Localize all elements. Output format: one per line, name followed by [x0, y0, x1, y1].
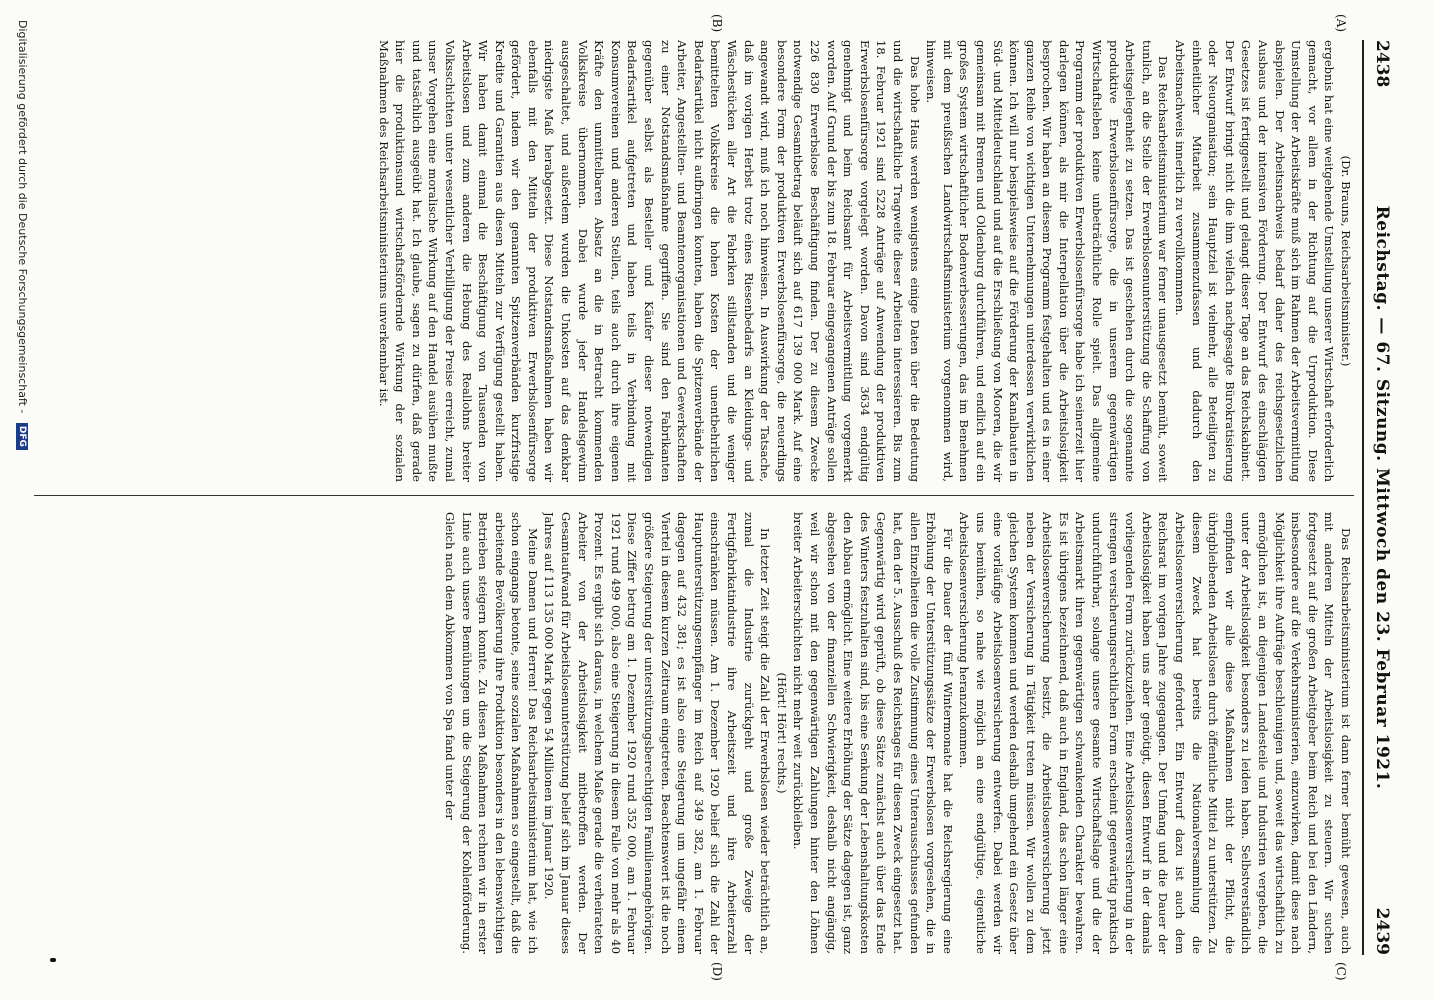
margin-marker-a: (A) — [1334, 14, 1348, 33]
margin-marker-b: (B) — [710, 14, 724, 33]
paragraph: Das Reichsarbeitsministerium war ferner unausgesetzt bemüht, soweit tunlich, an die Stelle der Erwerbslosenunterstützung die Schaffung von Arbeitsgelegenheit zu setzen. Das ist geschehen durch die sogenannte produktive Erwerbslosenfürsorge, die in unserem gegenwärtigen Wirtschaftsleben keine unbeträchtliche Rolle spielt. Das allgemeine Programm der produktiven Erwerbslosenfürsorge habe ich seinerzeit hier darlegen können, als mir die Interpellation über die Arbeitslosigkeit besprochen. Wir haben an diesem Programm festgehalten und es in einer ganzen Reihe von wichtigen Unternehmungen unterdessen verwirklichen können. Ich will nur beispielsweise auf die Förderung der Kanalbauten in Süd- und Mitteldeutschland und auf die Erschließung von Mooren, die wir gemeinsam mit Bremen und Oldenburg durchführen, und endlich auf ein großes System wirtschaftlicher Bodenverbesserungen, das im Benehmen mit dem preußischen Landwirtschaftsministerium vorgenommen wird, hinweisen. — [924, 40, 1171, 482]
digitization-credit — [16, 20, 29, 980]
dfg-logo: DFG — [16, 423, 28, 450]
paragraph: In letzter Zeit steigt die Zahl der Erwerbslosen wieder beträchtlich an, zumal die Industrie zurückgeht und große Zweige der Fertigfabrikatindustrie ihre Arbeitszeit und ihre Arbeiterzahl einschränken müssen. Am 1. Dezember 1920 belief sich die Zahl der Hauptunterstützungsempfänger im Reich auf 349 382, am 1. Februar dagegen auf 432 381; es ist also eine Steigerung um ungefähr einem Viertel in diesem kurzen Zeitraum eingetreten. Beachtenswert ist die noch größere Steigerung der unterstützungsberechtigten Familienangehörigen. Diese Ziffer betrug am 1. Dezember 1920 rund 352 000, am 1. Februar 1921 rund 499 000, also eine Steigerung in diesem Falle von mehr als 40 Prozent. Es ergibt sich daraus, in welchem Maße gerade die verheirateten Arbeiter von der Arbeitslosigkeit mitbetroffen werden. Der Gesamtaufwand für Arbeitslosenunterstützung belief sich im Januar dieses Jahres auf 113 135 000 Mark gegen 54 Millionen im Januar 1920. — [542, 512, 773, 954]
left-text-column — [34, 40, 1354, 482]
ink-dot — [50, 958, 56, 962]
credit-text: Digitalisierung gefördert durch die Deutsche Forschungsgemeinschaft - — [16, 20, 29, 414]
paragraph: ergebnis hat eine weitgehende Umstellung unserer Wirtschaft erforderlich gemacht, vor allem in der Richtung auf die Urproduktion. Diese Umstellung der Arbeitskräfte muß sich im Rahmen der Arbeitsvermittlung abspielen. Der Arbeitsnachweis bedarf daher des reichsgesetzlichen Ausbaus und der intensiven Förderung. Der Entwurf des einschlägigen Gesetzes ist fertiggestellt und gelangt dieser Tage an das Reichskabinett. Der Entwurf bringt nicht die ihm vielfach nachgesagte Bürokratisierung oder Neuorganisation; sein Hauptziel ist vielmehr, alle Beteiligten zu einheitlicher Mitarbeit zusammenzufassen und dadurch den Arbeitsnachweis innerlich zu vervollkommnen. — [1173, 40, 1337, 482]
margin-marker-c: (C) — [1334, 962, 1348, 981]
paragraph: Das hohe Haus werden wenigstens einige Daten über die Bedeutung und die wirtschaftliche Tragweite dieser Arbeiten interessieren. Bis zum 18. Februar 1921 sind 5228 Anträge auf Anwendung der produktiven Erwerbslosenfürsorge vorgelegt worden. Davon sind 3634 endgültig genehmigt und beim Reichsamt für Arbeitsvermittlung vorgemerkt worden. Auf Grund der bis zum 18. Februar eingegangenen Anträge sollen 226 830 Erwerbslose Beschäftigung finden. Der zu diesem Zwecke notwendige Gesamtbetrag beläuft sich auf 617 139 000 Mark. Auf eine besondere Form der produktiven Erwerbslosenfürsorge, die neuerdings angewandt wird, muß ich noch hinweisen. In Auswirkung der Tatsache, daß im vorigen Herbst trotz eines Riesenbedarfs an Kleidungs- und Wäschestücken aller Art die Fabriken stillstanden und die weniger bemittelten Volkskreise die hohen Kosten der unentbehrlichen Bedarfsartikel nicht aufbringen konnten, haben die Spitzenverbände der Arbeiter, Angestellten- und Beamtenorganisationen und Gewerkschaften zu einer Notstandsmaßnahme gegriffen. Sie sind den Fabrikanten gegenüber selbst als Besteller und Käufer dieser notwendigen Bedarfsartikel aufgetreten und haben teils in Verbindung mit Konsumvereinen und anderen Stellen, teils auch durch ihre eigenen Kräfte den unmittelbaren Absatz an die in Betracht kommenden Volkskreise übernommen. Dabei wurde jeder Handelsgewinn ausgeschaltet, und außerdem wurden die Unkosten auf das denkbar niedrigste Maß herabgesetzt. Diese Notstandsmaßnahmen haben wir ebenfalls mit den Mitteln der produktiven Erwerbslosenfürsorge gefördert, indem wir den genannten Spitzenverbänden kurzfristige Kredite und Garantien aus diesen Mitteln zur Verfügung gestellt haben. Wir haben damit einmal die Beschäftigung von Tausenden von Arbeitslosen und zum anderen die Hebung des Reallohns breiter Volksschichten unter wesentlicher Verbilligung der Preise erreicht, zumal unser Vorgehen eine moralische Wirkung auf den Handel ausüben mußte und tatsächlich ausgeübt hat. Ich glaube, sagen zu dürfen, daß gerade hier die produktionsund wirtschaftsfördernde Wirkung der sozialen Maßnahmen des Reichsarbeitsministeriums unverkennbar ist. — [376, 40, 922, 482]
session-title: Reichstag. — 67. Sitzung. Mittwoch den 23. Februar 1921. — [1372, 205, 1392, 790]
margin-marker-d: (D) — [710, 962, 724, 981]
column-divider — [34, 495, 1354, 496]
page-number-left: 2438 — [1372, 40, 1392, 88]
right-text-column — [34, 512, 1354, 954]
interjection: (Hört! Hört! rechts.) — [774, 672, 789, 794]
paragraph: Meine Damen und Herren! Das Reichsarbeitsministerium hat, wie ich schon eingangs betonte, seine sozialen Maßnahmen so eingestellt, daß die arbeitende Bevölkerung ihre Produktion besonders in den lebenswichtigen Betrieben steigern konnte. Zu diesen Maßnahmen rechnen wir in erster Linie auch unsere Bemühungen um die Steigerung der Kohlenförderung. Gleich nach dem Abkommen von Spa fand unter der — [442, 512, 540, 954]
paragraph: Für die Dauer der fünf Wintermonate hat die Reichsregierung eine Erhöhung der Unterstützungssätze der Erwerbslosen vorgesehen, die in allen Einzelheiten die volle Zustimmung eines Unterausschusses gefunden hat, den der 5. Ausschuß des Reichstages für diesen Zweck eingesetzt hat. Gegenwärtig wird geprüft, ob diese Sätze zunächst auch über das Ende des Winters festzuhalten sind, bis eine Senkung der Lebenshaltungskosten den Abbau ermöglicht. Eine weitere Erhöhung der Sätze dagegen ist, ganz abgesehen von der finanziellen Schwierigkeit, deshalb nicht angängig, weil wir schon mit den gegenwärtigen Zahlungen hinter den Löhnen breiter Arbeiterschichten nicht mehr weit zurückbleiben. — [791, 512, 955, 954]
speaker-line: (Dr. Brauns, Reichsarbeitsminister.) — [1339, 155, 1353, 367]
paragraph: Das Reichsarbeitsministerium ist dann ferner bemüht gewesen, auch mit anderen Mitteln der Arbeitslosigkeit zu steuern. Wir suchen fortgesetzt auf die großen Arbeitgeber beim Reich und bei den Ländern, insbesondere auf die Verkehrsministerien, einzuwirken, damit diese nach Möglichkeit ihre Aufträge beschleunigen und, soweit das wirtschaftlich zu ermöglichen ist, an diejenigen Landesteile und Industrien vergeben, die unter der Arbeitslosigkeit besonders zu leiden haben. Selbstverständlich empfinden wir alle diese Maßnahmen nicht der Pflicht, die übrigbleibenden Arbeitslosen durch öffentliche Mittel zu unterstützen. Zu diesem Zweck hat bereits die Nationalversammlung die Arbeitslosenversicherung gefordert. Ein Entwurf dazu ist auch dem Reichsrat im vorigen Jahre zugegangen. Der Umfang und die Dauer der Arbeitslosigkeit haben uns aber genötigt, diesen Entwurf in der damals vorliegenden Form zurückzuziehen. Eine Arbeitslosenversicherung in der strengen versicherungsrechtlichen Form erscheint gegenwärtig praktisch undurchführbar, solange unsere gesamte Wirtschaftslage und die der Arbeitsmarkt ihren gegenwärtigen schwankenden Charakter bewahren. Es ist übrigens bezeichnend, daß auch in England, das schon länger eine Arbeitslosenversicherung besitzt, die Arbeitslosenversicherung jetzt neben der Versicherung in Tätigkeit treten müssen. Wir wollen zu dem gleichen System kommen und werden deshalb umgehend ein Gesetz über eine vorläufige Arbeitslosenversicherung entwerfen. Dabei werden wir uns bemühen, so nahe wie möglich an eine endgültige, eigentliche Arbeitslosenversicherung heranzukommen. — [957, 512, 1353, 954]
page-header — [1362, 40, 1398, 955]
page-number-right: 2439 — [1372, 907, 1392, 955]
